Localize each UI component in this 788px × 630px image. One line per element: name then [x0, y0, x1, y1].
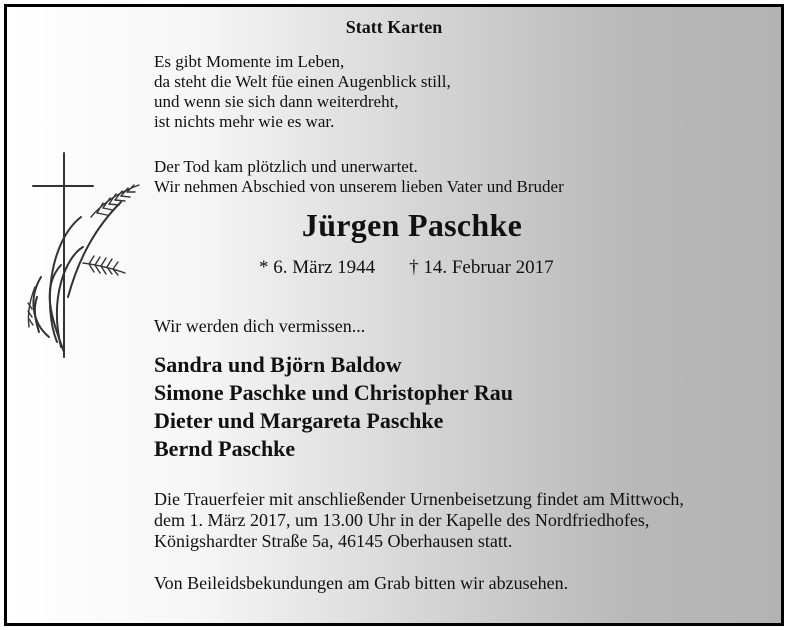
- mourner-name: Simone Paschke und Christopher Rau: [154, 380, 513, 405]
- poem-line: Es gibt Momente im Leben,: [154, 52, 345, 71]
- farewell-text: Wir werden dich vermissen...: [154, 316, 366, 336]
- intro-line: Der Tod kam plötzlich und unerwartet.: [154, 157, 418, 176]
- cross-with-wheat-icon: [21, 147, 141, 362]
- mourner-name: Dieter und Margareta Paschke: [154, 408, 444, 433]
- poem-line: da steht die Welt füe einen Augenblick still,: [154, 72, 451, 91]
- ceremony-line: dem 1. März 2017, um 13.00 Uhr in der Kapelle des Nordfriedhofes,: [154, 510, 650, 530]
- poem-line: ist nichts mehr wie es war.: [154, 112, 335, 131]
- condolence-note: Von Beileidsbekundungen am Grab bitten wir abzusehen.: [154, 573, 569, 593]
- ceremony-line: Königshardter Straße 5a, 46145 Oberhausen statt.: [154, 531, 513, 551]
- poem-line: und wenn sie sich dann weiterdreht,: [154, 92, 399, 111]
- heading: Statt Karten: [345, 17, 443, 37]
- deceased-name: Jürgen Paschke: [301, 207, 523, 243]
- mourner-name: Sandra und Björn Baldow: [154, 352, 402, 377]
- intro-text: [154, 157, 564, 197]
- ceremony-details: [154, 489, 684, 552]
- life-dates: [259, 257, 554, 279]
- ceremony-line: Die Trauerfeier mit anschließender Urnenbeisetzung findet am Mittwoch,: [154, 489, 684, 509]
- mourners-list: [154, 351, 513, 463]
- obituary-card: [4, 4, 784, 626]
- death-date: † 14. Februar 2017: [409, 257, 554, 278]
- poem: [154, 52, 451, 132]
- mourner-name: Bernd Paschke: [154, 436, 296, 461]
- birth-date: * 6. März 1944: [259, 257, 376, 278]
- intro-line: Wir nehmen Abschied von unserem lieben Vater und Bruder: [154, 177, 564, 196]
